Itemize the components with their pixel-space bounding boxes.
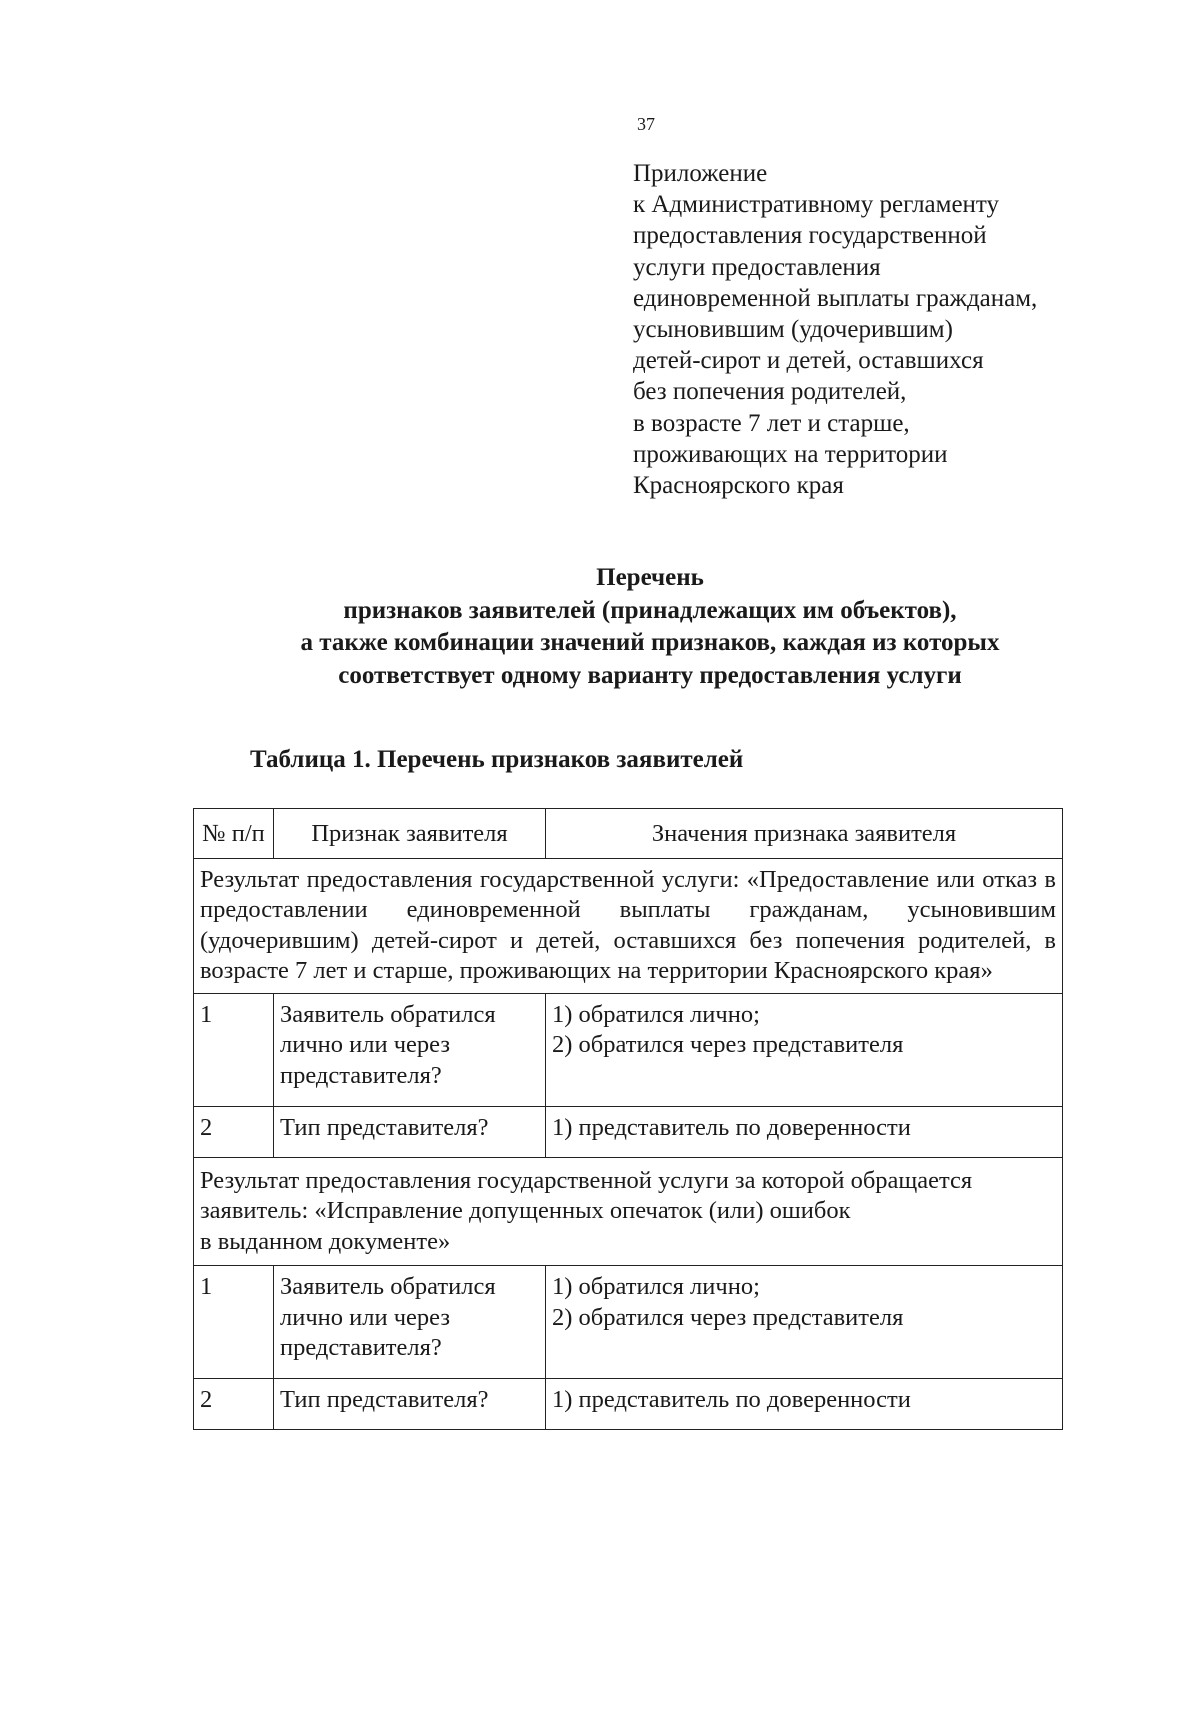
table-caption: Таблица 1. Перечень признаков заявителей: [250, 746, 744, 773]
row-value: 1) представитель по доверенности: [552, 1113, 911, 1141]
appendix-line: проживающих на территории: [633, 440, 948, 468]
table-row: [194, 1266, 1063, 1379]
table-row: [194, 1379, 1063, 1430]
row-attribute: Заявитель обратился лично или через представителя?: [274, 993, 546, 1106]
header-values: Значения признака заявителя: [546, 809, 1063, 859]
section-result-line: заявитель: «Исправление допущенных опечаток (или) ошибок: [200, 1197, 851, 1224]
table-row: [194, 993, 1063, 1106]
header-number: № п/п: [194, 809, 274, 859]
appendix-line: Приложение: [633, 160, 768, 187]
appendix-line: услуги предоставления: [633, 253, 881, 281]
title-line: а также комбинации значений признаков, каждая из которых: [300, 629, 1000, 656]
row-value: 1) представитель по доверенности: [552, 1386, 911, 1413]
row-attribute: Тип представителя?: [274, 1106, 546, 1157]
page-number: 37: [637, 114, 655, 134]
section-result-row: [194, 858, 1063, 993]
section-result: [194, 1157, 1063, 1266]
applicant-attributes-table: [193, 808, 1063, 1430]
document-title: [140, 562, 1160, 692]
appendix-line: к Административному регламенту: [633, 191, 1000, 219]
appendix-line: предоставления государственной: [633, 222, 987, 250]
appendix-line: без попечения родителей,: [633, 378, 907, 406]
table-header-row: [194, 809, 1063, 859]
section-result-line: Результат предоставления государственной услуги за которой обращается: [200, 1166, 973, 1194]
section-result-line: в выданном документе»: [200, 1227, 451, 1255]
row-value: 1) обратился лично;: [552, 1273, 760, 1300]
appendix-line: усыновившим (удочерившим): [633, 316, 953, 344]
row-value: 2) обратился через представителя: [552, 1303, 904, 1331]
row-number: 2: [194, 1379, 274, 1430]
row-values: [546, 1106, 1063, 1157]
row-number: 1: [194, 993, 274, 1106]
appendix-line: детей-сирот и детей, оставшихся: [633, 347, 984, 375]
row-number: 1: [194, 1266, 274, 1379]
row-number: 2: [194, 1106, 274, 1157]
row-value: 1) обратился лично;: [552, 1000, 760, 1028]
table-row: [194, 1106, 1063, 1157]
appendix-line: Красноярского края: [633, 472, 844, 500]
row-attribute: Тип представителя?: [274, 1379, 546, 1430]
title-line: соответствует одному варианту предоставления услуги: [338, 661, 962, 689]
row-values: [546, 993, 1063, 1106]
header-attribute: Признак заявителя: [274, 809, 546, 859]
title-line: признаков заявителей (принадлежащих им объектов),: [343, 596, 957, 624]
appendix-line: единовременной выплаты гражданам,: [633, 284, 1038, 312]
title-line: Перечень: [596, 564, 704, 591]
appendix-note: [633, 158, 1103, 501]
row-values: [546, 1266, 1063, 1379]
appendix-line: в возрасте 7 лет и старше,: [633, 409, 910, 437]
row-attribute: Заявитель обратился лично или через представителя?: [274, 1266, 546, 1379]
row-values: [546, 1379, 1063, 1430]
section-result-row: [194, 1157, 1063, 1266]
section-result: Результат предоставления государственной услуги: «Предоставление или отказ в предоставлении единовременной выплаты гражданам, усыновившим (удочерившим) детей-сирот и детей, оставшихся без попечения родителей, в возрасте 7 лет и старше, проживающих на территории Красноярского края»: [194, 858, 1063, 993]
row-value: 2) обратился через представителя: [552, 1031, 904, 1058]
